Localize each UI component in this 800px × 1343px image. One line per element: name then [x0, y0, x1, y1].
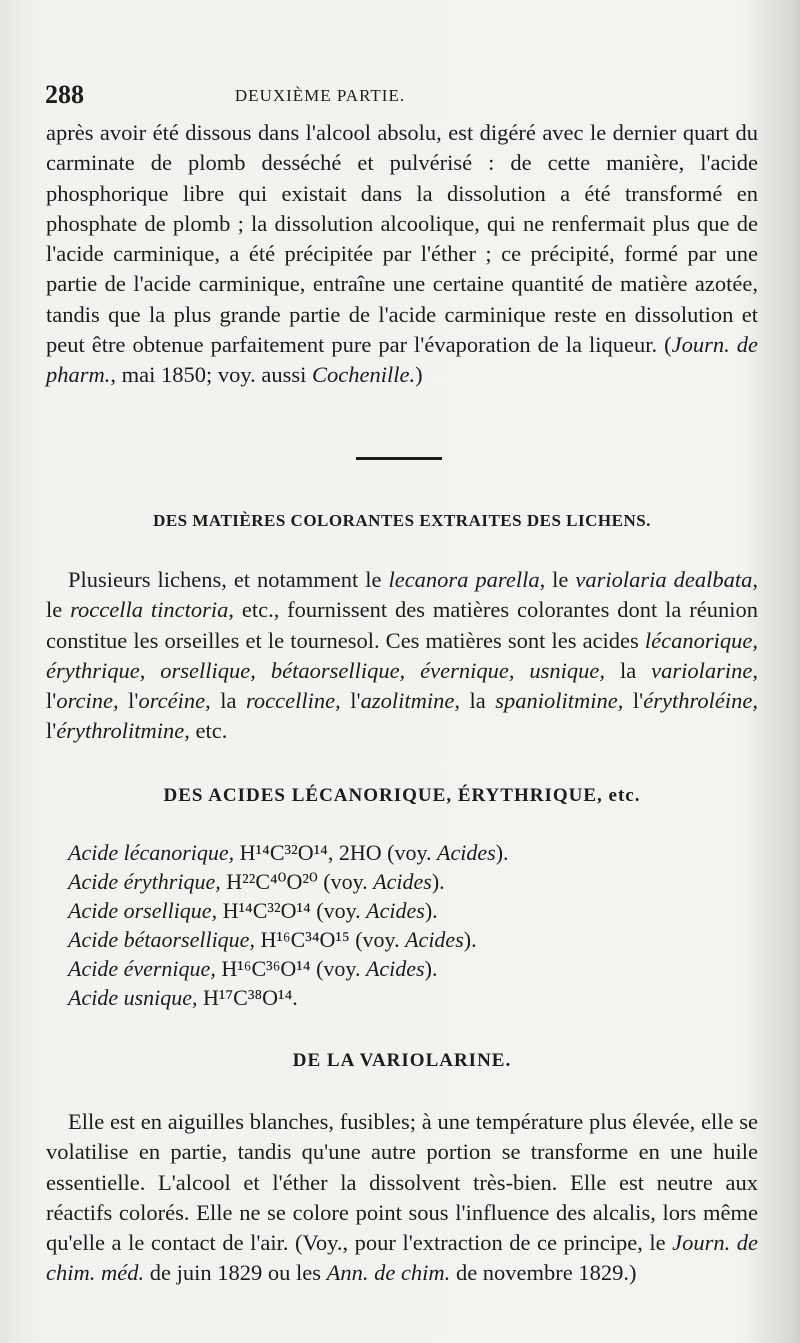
- compound-name: érythroléine,: [643, 688, 758, 714]
- section-heading-lichens: DES MATIÈRES COLORANTES EXTRAITES DES LICHENS.: [153, 511, 651, 530]
- text-run: la: [605, 657, 652, 683]
- compound-name: orcéine,: [138, 688, 211, 714]
- acid-name: Acide évernique,: [68, 956, 216, 981]
- species-name: roccella tinctoria: [70, 597, 229, 623]
- text-run: la: [459, 688, 496, 714]
- section-heading-acids: DES ACIDES LÉCANORIQUE, ÉRYTHRIQUE, etc.: [163, 785, 641, 806]
- formula-list: [68, 838, 758, 1012]
- cross-reference: Cochenille.: [312, 362, 416, 388]
- section-heading-variolarine: DE LA VARIOLARINE.: [292, 1050, 512, 1071]
- journal-reference: Ann. de chim.: [326, 1260, 451, 1286]
- text-run: ).: [424, 956, 438, 981]
- compound-name: spaniolitmine,: [495, 688, 624, 714]
- text-run: la: [210, 688, 246, 714]
- species-name: lecanora parella: [388, 567, 540, 592]
- journal-reference: Journ. de chim. méd.: [46, 1230, 759, 1286]
- paragraph-carminic-acid: [46, 118, 758, 391]
- text-run: (voy.: [317, 869, 374, 894]
- text-run: l': [46, 718, 57, 744]
- paragraph-lichens: [46, 565, 758, 747]
- chemical-formula: H¹⁴C³²O¹⁴: [222, 898, 311, 923]
- text-run: (voy.: [349, 927, 406, 952]
- text-run: l': [118, 688, 139, 714]
- paragraph-variolarine: [46, 1107, 758, 1289]
- formula-row: [68, 867, 758, 896]
- cross-reference: Acides: [373, 869, 432, 894]
- formula-row: [68, 954, 758, 983]
- compound-name: orcine,: [56, 688, 119, 714]
- text-run: de novembre 1829.): [450, 1260, 637, 1286]
- acid-name: Acide orsellique,: [68, 898, 218, 923]
- text-run: après avoir été dissous dans l'alcool absolu, est digéré avec le dernier quart du carminate de plomb desséché et pulvérisé : de cette manière, l'acide phosphorique libre qui existait dans la dissolution a été transformé en phosphate de plomb ; la dissolution alcoolique, qui ne renfermait plus que de l'acide carminique, a été précipitée par l'éther ; ce précipité, formé par une partie de l'acide carminique, entraîne une certaine quantité de matière azotée, tandis que la plus grande partie de l'acide carminique reste en dissolution et peut être obtenue parfaitement pure par l'évaporation de la liqueur. (: [46, 120, 758, 358]
- chemical-formula: H²²C⁴⁰O²⁰: [226, 869, 318, 894]
- text-run: (voy.: [310, 898, 367, 923]
- text-run: ): [415, 362, 423, 388]
- text-run: l': [46, 688, 57, 714]
- cross-reference: Acides: [366, 898, 425, 923]
- compound-name: roccelline,: [246, 688, 341, 714]
- chemical-formula: H¹⁴C³²O¹⁴, 2HO: [239, 840, 382, 865]
- cross-reference: Acides: [365, 956, 425, 981]
- text-run: , le: [539, 567, 576, 592]
- page-number: 288: [45, 80, 84, 109]
- text-run: ).: [431, 869, 445, 894]
- running-title: DEUXIÈME PARTIE.: [234, 86, 406, 105]
- compound-name: azolitmine,: [360, 688, 460, 714]
- chemical-formula: H¹⁷C³⁸O¹⁴.: [203, 985, 298, 1010]
- acid-names: lécanorique, érythrique, orsellique, bétaorsellique, évernique, usnique,: [46, 627, 758, 683]
- text-run: de juin 1829 ou les: [144, 1260, 327, 1286]
- text-run: l': [623, 688, 644, 714]
- compound-name: variolarine,: [651, 657, 758, 683]
- text-run: (voy.: [381, 840, 438, 865]
- formula-row: [68, 983, 758, 1012]
- acid-name: Acide lécanorique,: [68, 840, 235, 865]
- text-run: ).: [424, 898, 438, 923]
- text-run: Elle est en aiguilles blanches, fusibles; à une température plus élevée, elle se volatilise en partie, tandis qu'une autre portion se transforme en une huile essentielle. L'alcool et l'éther la dissolvent très-bien. Elle est neutre aux réactifs colorés. Elle ne se colore point sous l'influence des alcalis, lors même qu'elle a le contact de l'air. (Voy., pour l'extraction de ce principe, le: [46, 1109, 758, 1256]
- running-head: [45, 80, 785, 114]
- text-run: etc.: [189, 718, 228, 744]
- formula-row: [68, 896, 758, 925]
- cross-reference: Acides: [437, 840, 496, 865]
- formula-row: [68, 925, 758, 954]
- species-name: variolaria dealbata: [575, 567, 753, 592]
- acid-name: Acide bétaorsellique,: [68, 927, 255, 952]
- text-run: , mai 1850; voy. aussi: [110, 362, 313, 388]
- journal-reference: Journ. de pharm.: [46, 332, 758, 388]
- text-run: , etc., fournissent des matières colorantes dont la réunion constitue les orseilles et le tournesol. Ces matières sont les acides: [46, 597, 758, 653]
- compound-name: érythrolitmine,: [56, 718, 190, 744]
- text-run: ).: [495, 840, 509, 865]
- formula-row: [68, 838, 758, 867]
- text-run: (voy.: [310, 956, 366, 981]
- text-run: l': [340, 688, 361, 714]
- acid-name: Acide érythrique,: [68, 869, 221, 894]
- text-run: , le: [46, 567, 758, 623]
- chemical-formula: H¹⁶C³⁴O¹⁵: [260, 927, 350, 952]
- text-run: Plusieurs lichens, et notamment le: [68, 567, 389, 592]
- acid-name: Acide usnique,: [68, 985, 198, 1010]
- text-run: ).: [463, 927, 477, 952]
- chemical-formula: H¹⁶C³⁶O¹⁴: [221, 956, 311, 981]
- section-divider: [356, 457, 442, 460]
- cross-reference: Acides: [405, 927, 464, 952]
